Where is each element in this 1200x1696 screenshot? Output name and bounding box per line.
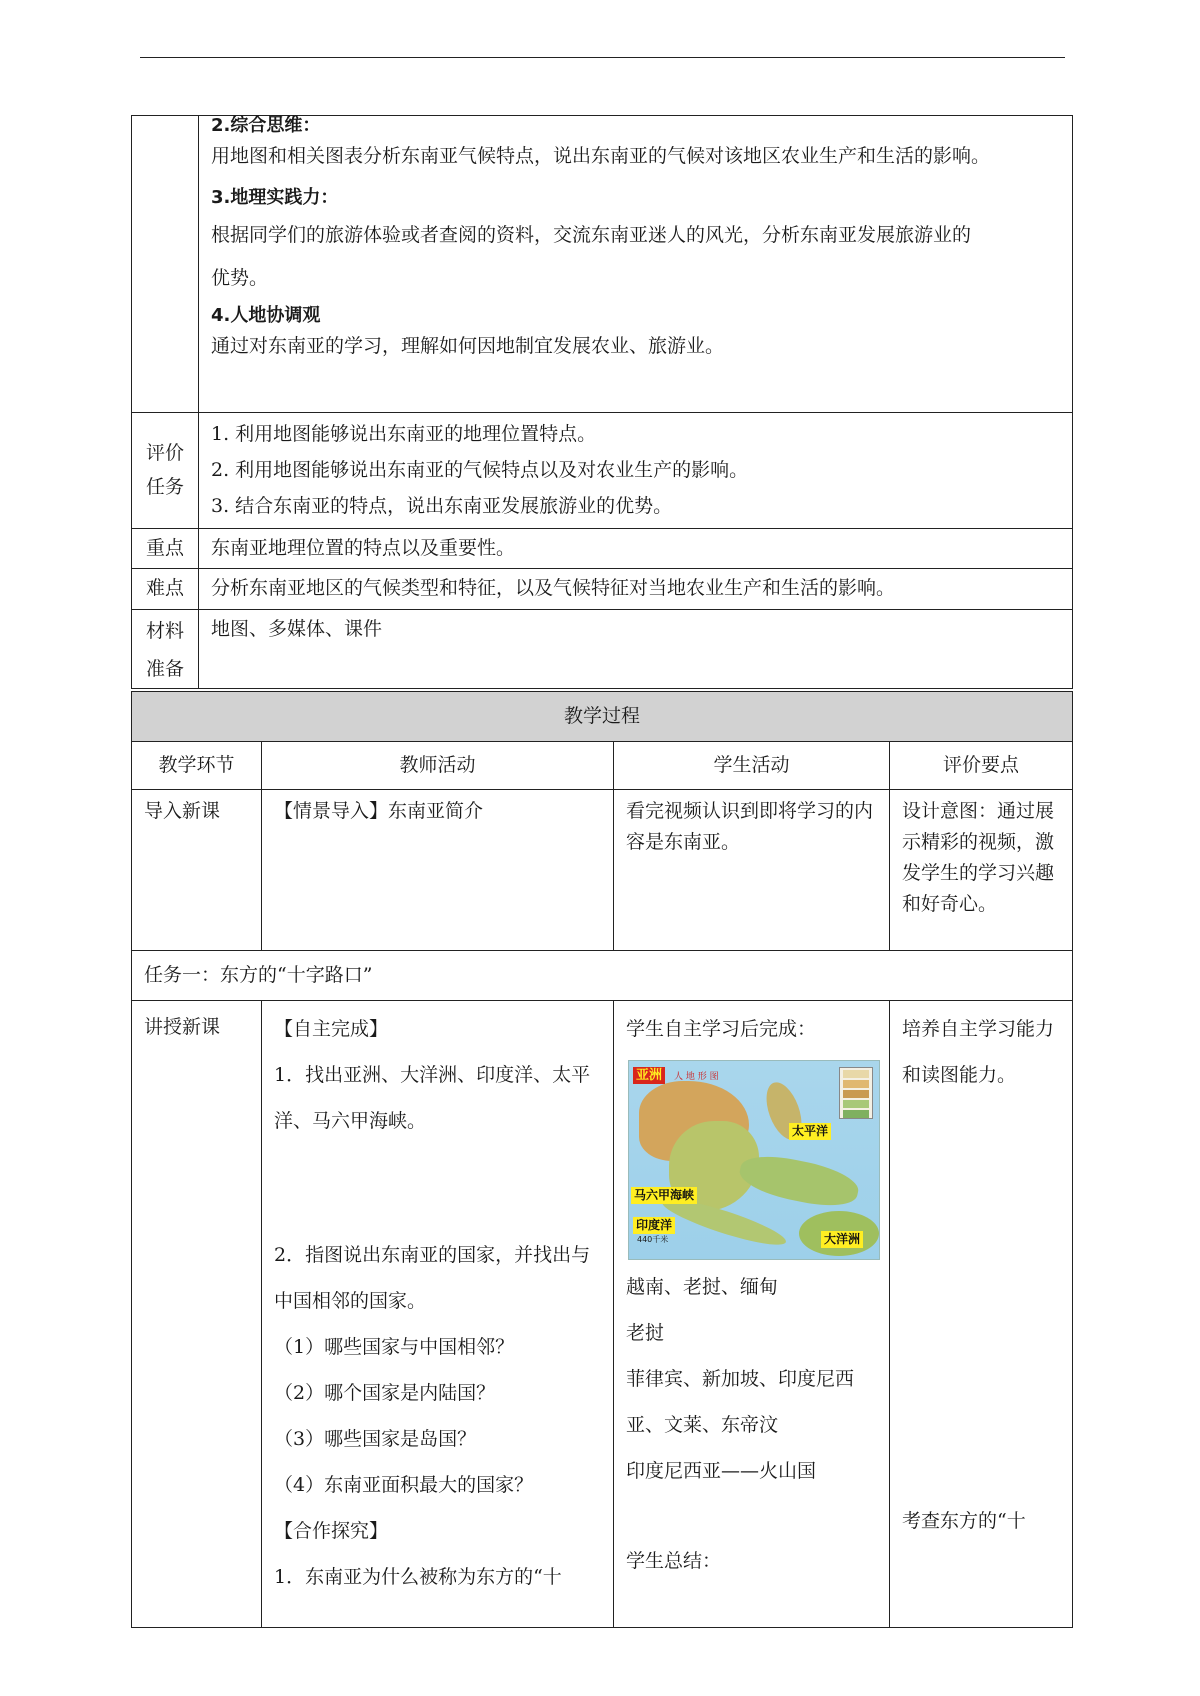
intro-eval: 设计意图：通过展示精彩的视频，激发学生的学习兴趣和好奇心。: [890, 790, 1073, 951]
lecture-teacher-cell: [262, 1001, 614, 1628]
materials-row: [132, 610, 1073, 689]
key-point-text: 东南亚地理位置的特点以及重要性。: [199, 529, 1073, 569]
process-title: 教学过程: [132, 692, 1073, 742]
intro-teacher: 【情景导入】东南亚简介: [262, 790, 614, 951]
objective-heading: 4.人地协调观: [211, 305, 321, 326]
lecture-stage: 讲授新课: [132, 1001, 262, 1628]
process-table: [131, 691, 1073, 1628]
column-header-teacher: 教师活动: [262, 742, 614, 790]
student-answer: 越南、老挝、缅甸: [626, 1276, 779, 1298]
difficulty-row: [132, 569, 1073, 610]
teacher-step: （3）哪些国家是岛国？: [274, 1428, 477, 1450]
intro-stage: 导入新课: [132, 790, 262, 951]
eval-label-line2: 任务: [145, 476, 184, 498]
column-header-student: 学生活动: [614, 742, 890, 790]
intro-row: [132, 790, 1073, 951]
objective-heading: 2.综合思维：: [211, 115, 321, 136]
eval-note: 考查东方的“十: [902, 1510, 1026, 1532]
eval-tasks-cell: [199, 413, 1073, 529]
objective-text: 通过对东南亚的学习，理解如何因地制宜发展农业、旅游业。: [211, 335, 725, 357]
lecture-row: [132, 1001, 1073, 1628]
objectives-cell: [199, 116, 1073, 413]
teacher-step: 2．指图说出东南亚的国家，并找出与中国相邻的国家。: [274, 1244, 591, 1312]
map-label-pacific: 太平洋: [789, 1123, 831, 1140]
eval-task: 1. 利用地图能够说出东南亚的地理位置特点。: [211, 423, 597, 445]
process-column-headers: [132, 742, 1073, 790]
objective-heading: 3.地理实践力：: [211, 187, 339, 208]
map-label-oceania: 大洋洲: [821, 1231, 863, 1248]
objectives-row: [132, 116, 1073, 413]
materials-label-line2: 准备: [145, 658, 184, 680]
map-title: 亚洲: [633, 1067, 665, 1084]
map-subtitle: 人 地 形 图: [674, 1072, 719, 1082]
process-title-row: [132, 692, 1073, 742]
eval-task: 2. 利用地图能够说出东南亚的气候特点以及对农业生产的影响。: [211, 459, 749, 481]
map-label-malacca: 马六甲海峡: [631, 1187, 697, 1204]
student-intro: 学生自主学习后完成：: [626, 1018, 817, 1040]
eval-note: 培养自主学习能力和读图能力。: [902, 1018, 1055, 1086]
header-rule: [140, 57, 1065, 58]
objectives-table: [131, 115, 1073, 689]
southeast-asia-map: [628, 1060, 880, 1260]
map-label-indian: 印度洋: [633, 1217, 675, 1234]
difficulty-label: 难点: [132, 569, 199, 610]
eval-row: [132, 413, 1073, 529]
column-header-eval: 评价要点: [890, 742, 1073, 790]
lecture-eval-cell: [890, 1001, 1073, 1628]
student-answer: 老挝: [626, 1322, 665, 1344]
difficulty-text: 分析东南亚地区的气候类型和特征，以及气候特征对当地农业生产和生活的影响。: [199, 569, 1073, 610]
objective-text: 优势。: [211, 267, 269, 289]
objective-text: 根据同学们的旅游体验或者查阅的资料，交流东南亚迷人的风光，分析东南亚发展旅游业的: [211, 224, 972, 246]
materials-label-cell: [132, 610, 199, 689]
lecture-student-cell: [614, 1001, 890, 1628]
teacher-step: 【合作探究】: [274, 1520, 389, 1542]
teacher-step: （1）哪些国家与中国相邻？: [274, 1336, 515, 1358]
teacher-step: 1．东南亚为什么被称为东方的“十: [274, 1566, 562, 1588]
key-point-row: [132, 529, 1073, 569]
student-answer: 菲律宾、新加坡、印度尼西亚、文莱、东帝汶: [626, 1368, 855, 1436]
teacher-step: 1．找出亚洲、大洋洲、印度洋、太平洋、马六甲海峡。: [274, 1064, 591, 1132]
column-header-stage: 教学环节: [132, 742, 262, 790]
eval-task: 3. 结合东南亚的特点，说出东南亚发展旅游业的优势。: [211, 495, 673, 517]
teacher-step: （2）哪个国家是内陆国？: [274, 1382, 496, 1404]
student-answer: 印度尼西亚——火山国: [626, 1460, 817, 1482]
materials-text: 地图、多媒体、课件: [199, 610, 1073, 689]
map-scale: 440千米: [637, 1235, 669, 1244]
objective-text: 用地图和相关图表分析东南亚气候特点，说出东南亚的气候对该地区农业生产和生活的影响。: [211, 145, 991, 167]
eval-label-line1: 评价: [145, 442, 184, 464]
teacher-step: 【自主完成】: [274, 1018, 389, 1040]
map-legend: [839, 1067, 873, 1119]
objectives-label-cell: [132, 116, 199, 413]
teacher-step: （4）东南亚面积最大的国家？: [274, 1474, 534, 1496]
task-title-row: [132, 951, 1073, 1001]
eval-label-cell: [132, 413, 199, 529]
task-title: 任务一：东方的“十字路口”: [132, 951, 1073, 1001]
intro-student: 看完视频认识到即将学习的内容是东南亚。: [614, 790, 890, 951]
key-point-label: 重点: [132, 529, 199, 569]
materials-label-line1: 材料: [145, 620, 184, 642]
student-summary: 学生总结：: [626, 1550, 722, 1572]
